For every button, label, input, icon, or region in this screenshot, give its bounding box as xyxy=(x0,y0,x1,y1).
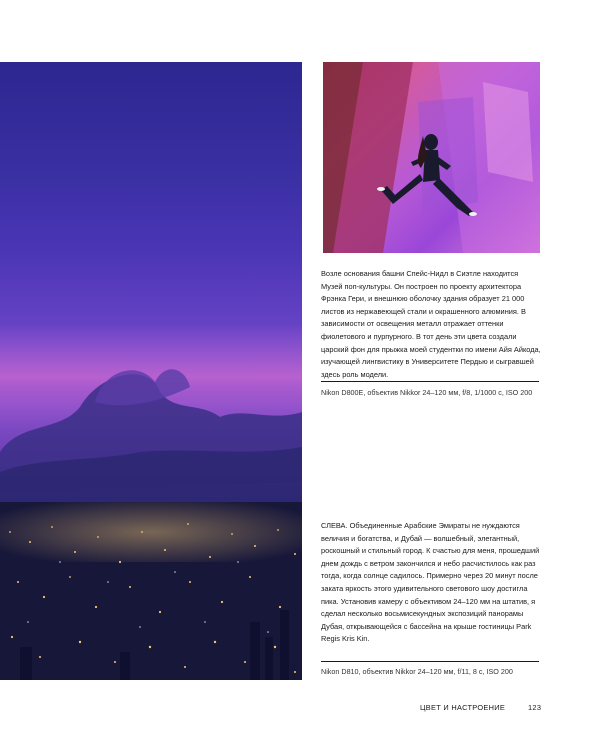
seattle-caption-text: Возле основания башни Спейс-Нидл в Сиэтле находится Музей поп-культуры. Он построен по проекту архитектора Фрэнка Гери, и внешнюю оболочку здания образует 21 000 листов из нержавеющей стали и окрашенного алюминия. В зависимости от освещения металл отражает оттенки фиолетового и пурпурного. В тот день эти цвета создали царский фон для прыжка моей студентки по имени Айя Айкода, изучающей лингвистику в Университете Пердью и сыгравшей здесь роль модели. xyxy=(321,269,541,379)
seattle-museum-photo xyxy=(323,62,540,253)
page-number: 123 xyxy=(528,703,542,712)
caption-divider xyxy=(321,381,539,382)
jumping-model-illustration xyxy=(323,62,540,253)
dubai-camera-info: Nikon D810, объектив Nikkor 24–120 мм, f/11, 8 с, ISO 200 xyxy=(321,667,513,676)
dubai-skyline-illustration xyxy=(0,62,302,680)
seattle-camera-info: Nikon D800E, объектив Nikkor 24–120 мм, f/8, 1/1000 с, ISO 200 xyxy=(321,388,533,397)
dubai-caption xyxy=(321,520,541,646)
running-footer-section: ЦВЕТ И НАСТРОЕНИЕ xyxy=(420,703,506,712)
dubai-caption-text: СЛЕВА. Объединенные Арабские Эмираты не нуждаются величия и богатства, и Дубай — волшебный, элегантный, роскошный и стильный город. К счастью для меня, прошедший днем дождь с ветром закончился и небо расчистилось как раз тогда, когда солнце садилось. Примерно через 20 минут после заката яркость этого удивительного светового шоу достигла пика. Установив камеру с объективом 24–120 мм на штатив, я сделал несколько восьмисекундных экспозиций панорамы Дубая, открывающейся с бассейна на крыше гостиницы Park Regis Kris Kin. xyxy=(321,521,540,644)
seattle-caption xyxy=(321,268,541,381)
caption-divider xyxy=(321,661,539,662)
dubai-skyline-photo xyxy=(0,62,302,680)
